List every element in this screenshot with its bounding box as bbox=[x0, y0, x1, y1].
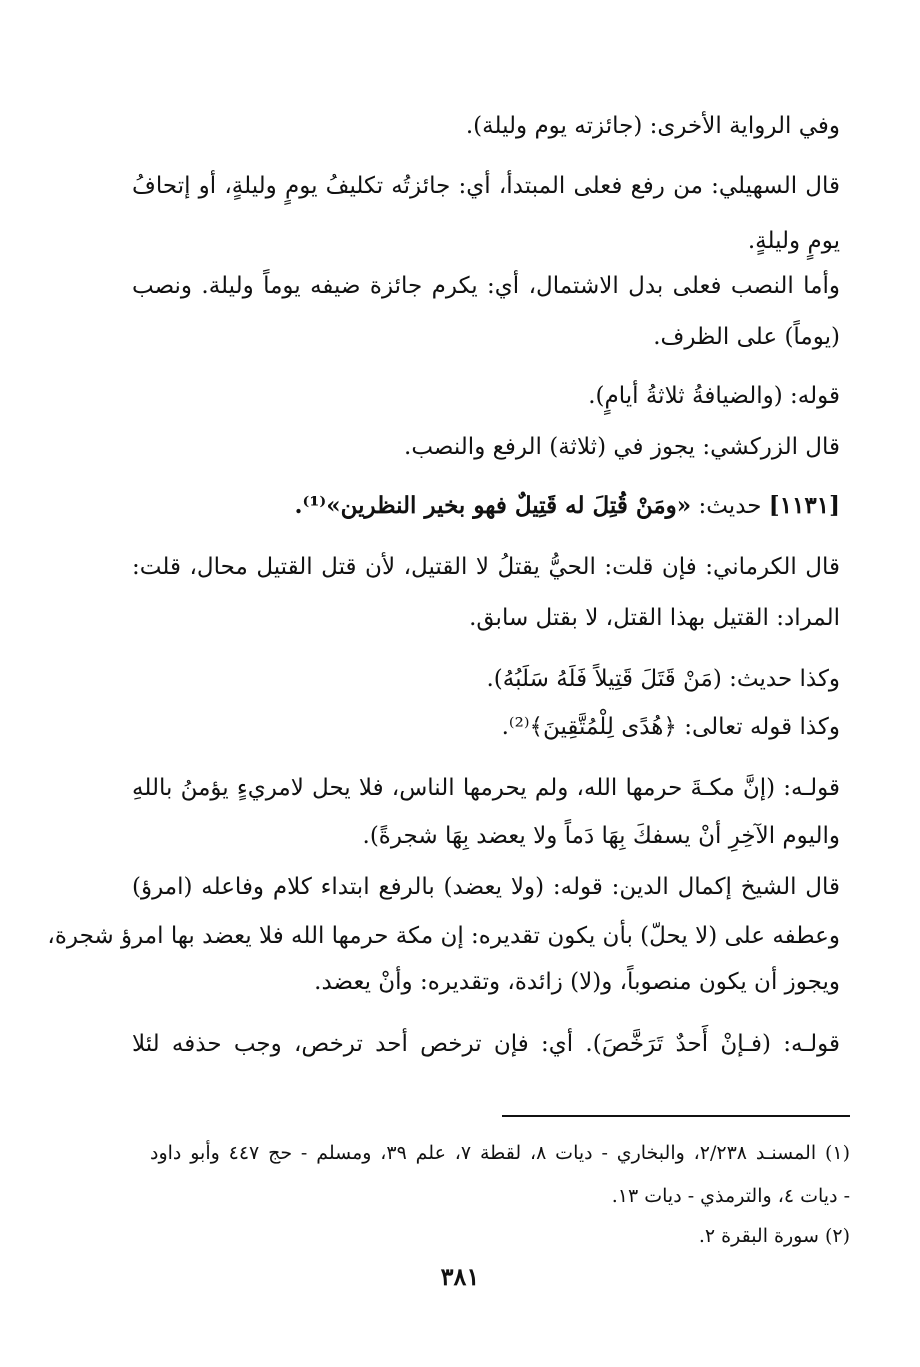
body-line-2: قال السهيلي: من رفع فعلى المبتدأ، أي: جائزتُه تكليفُ يومٍ وليلةٍ، أو إتحافُ bbox=[132, 173, 840, 199]
body-line-5: (يوماً) على الظرف. bbox=[653, 324, 840, 350]
body-line-9: المراد: القتيل بهذا القتل، لا بقتل سابق. bbox=[469, 605, 840, 631]
page-number: ٣٨١ bbox=[440, 1262, 480, 1291]
footnote-1: (١) المسنـد ٢/٢٣٨، والبخاري - ديات ٨، لقطة ٧، علم ٣٩، ومسلم - حج ٤٤٧ وأبو داود bbox=[150, 1142, 851, 1164]
body-line-4: وأما النصب فعلى بدل الاشتمال، أي: يكرم جائزة ضيفه يوماً وليلة. ونصب bbox=[132, 273, 840, 299]
body-line-17: قولـه: (فـإنْ أَحدٌ تَرَخَّصَ). أي: فإن ترخص أحد ترخص، وجب حذفه لئلا bbox=[132, 1031, 840, 1057]
body-line-8: قال الكرماني: فإن قلت: الحيُّ يقتلُ لا القتيل، لأن قتل القتيل محال، قلت: bbox=[132, 554, 840, 580]
body-line-1: وفي الرواية الأخرى: (جائزته يوم وليلة). bbox=[465, 113, 840, 139]
body-line-11: وكذا قوله تعالى: ﴿هُدًى لِلْمُتَّقِينَ﴾⁽²⁾. bbox=[501, 714, 840, 740]
body-line-16: ويجوز أن يكون منصوباً، و(لا) زائدة، وتقديره: وأنْ يعضد. bbox=[314, 969, 840, 995]
body-line-6: قوله: (والضيافةُ ثلاثةُ أيامٍ). bbox=[588, 383, 840, 409]
body-line-14: قال الشيخ إكمال الدين: قوله: (ولا يعضد) بالرفع ابتداء كلام وفاعله (امرؤ) bbox=[132, 874, 840, 900]
body-line-10: وكذا حديث: (مَنْ قَتَلَ قَتِيلاً فَلَهُ سَلَبُهُ). bbox=[486, 666, 840, 692]
body-line-7: قال الزركشي: يجوز في (ثلاثة) الرفع والنصب. bbox=[404, 434, 840, 460]
footnote-1-continuation: - ديات ٤، والترمذي - ديات ١٣. bbox=[611, 1185, 850, 1207]
footnote-separator bbox=[502, 1115, 850, 1117]
body-line-3: يومٍ وليلةٍ. bbox=[747, 228, 840, 254]
hadith-number: [١١٣١] bbox=[768, 492, 840, 519]
body-line-12: قولـه: (إنَّ مكـةَ حرمها الله، ولم يحرمها الناس، فلا يحل لامريءٍ يؤمنُ باللهِ bbox=[132, 775, 840, 801]
hadith-heading bbox=[132, 491, 840, 521]
hadith-text: «ومَنْ قُتِلَ له قَتِيلٌ فهو بخير النظرين»⁽¹⁾. bbox=[294, 492, 692, 519]
body-line-15: وعطفه على (لا يحلّ) بأن يكون تقديره: إن مكة حرمها الله فلا يعضد بها امرؤ شجرة، bbox=[47, 923, 840, 949]
body-line-13: واليوم الآخِرِ أنْ يسفكَ بِهَا دَماً ولا يعضد بِهَا شجرةً). bbox=[362, 823, 840, 849]
hadith-label: حديث: bbox=[698, 493, 762, 519]
footnote-2: (٢) سورة البقرة ٢. bbox=[698, 1225, 850, 1247]
